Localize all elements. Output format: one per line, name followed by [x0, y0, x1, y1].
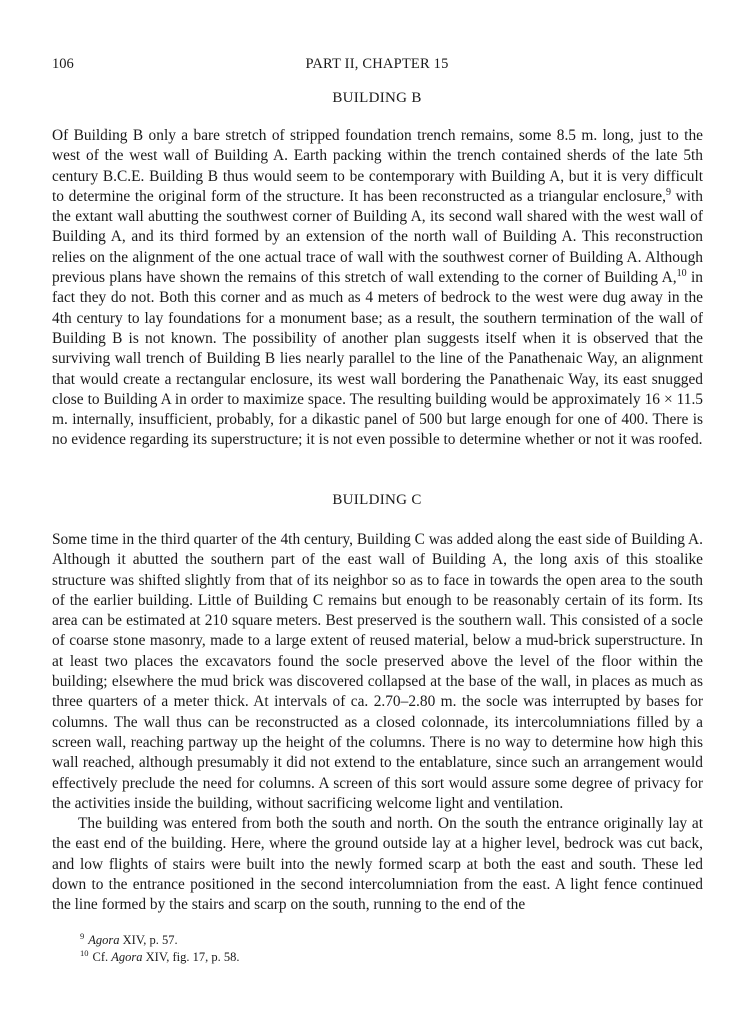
- page-number: 106: [52, 56, 74, 72]
- footnote-9: [80, 932, 240, 949]
- section-heading-building-b: BUILDING B: [332, 90, 422, 106]
- building-c-paragraph-2: The building was entered from both the south and north. On the south the entrance originally lay at the east end of the building. Here, where the ground outside lay at a higher level, bedrock was cut back, and low flights of stairs were built into the newly formed scarp at both the east and south. These led down to the entrance positioned in the second intercolumniation from the east. A light fence continued the line formed by the stairs and scarp on the south, running to the end of the: [52, 815, 703, 914]
- footnote-10: [80, 949, 240, 966]
- running-head: PART II, CHAPTER 15: [305, 56, 449, 72]
- footnote-ref-10: 10: [676, 268, 687, 280]
- footnote-ref-9: 9: [665, 186, 671, 198]
- paragraph-text: in fact they do not. Both this corner and as much as 4 meters of bedrock to the west were dug away in the 4th century to lay foundations for a monument base; as a result, the southern termination of the wall of Building B is not known. The possibility of another plan suggests itself when it is observed that the surviving wall trench of Building B lies nearly parallel to the line of the Panathenaic Way, an alignment that would create a rectangular enclosure, its west wall bordering the Panathenaic Way, its east snugged close to Building A in order to maximize space. The resulting building would be approximately 16 × 11.5 m. internally, insufficient, probably, for a dikastic panel of 500 but large enough for one of 400. There is no evidence regarding its superstructure; it is not even possible to determine whether or not it was roofed.: [52, 269, 703, 449]
- building-c-paragraph-1: Some time in the third quarter of the 4th century, Building C was added along the east side of Building A. Although it abutted the southern part of the east wall of Building A, the long axis of this stoalike structure was shifted slightly from that of its neighbor so as to face in towards the open area to the south of the earlier building. Little of Building C remains but enough to be reasonably certain of its form. Its area can be estimated at 210 square meters. Best preserved is the southern wall. This consisted of a socle of coarse stone masonry, made to a large extent of reused material, below a mud-brick superstructure. In at least two places the excavators found the socle preserved above the level of the floor within the building; elsewhere the mud brick was discovered collapsed at the base of the wall, in places as much as three quarters of a meter thick. At intervals of ca. 2.70–2.80 m. the socle was interrupted by bases for columns. The wall thus can be reconstructed as a closed colonnade, its intercolumniations filled by a screen wall, reaching partway up the height of the columns. There is no way to determine how high this wall reached, although presumably it did not extend to the entablature, since such an arrangement would effectively preclude the need for columns. A screen of this sort would assure some degree of privacy for the activities inside the building, without sacrificing welcome light and ventilation.: [52, 531, 703, 812]
- section-heading-building-c: BUILDING C: [332, 492, 422, 508]
- footnote-text: XIV, fig. 17, p. 58.: [142, 949, 240, 964]
- footnote-number: 10: [80, 947, 89, 958]
- page-header: [52, 56, 702, 78]
- building-b-paragraph: [52, 126, 703, 451]
- footnote-title: Agora: [88, 933, 120, 947]
- paragraph-text: with the extant wall abutting the southwest corner of Building A, its second wall shared with the west wall of Building A, and its third formed by an extension of the north wall of Building A. This reconstruction relies on the alignment of the one actual trace of wall with the southwest corner of Building A. Although previous plans have shown the remains of this stretch of wall extending to the corner of Building A,: [52, 187, 703, 287]
- footnote-number: 9: [80, 931, 85, 941]
- footnote-text: XIV, p. 57.: [119, 933, 178, 947]
- footnotes: [80, 932, 240, 965]
- paragraph-text: Of Building B only a bare stretch of stripped foundation trench remains, some 8.5 m. long, just to the west of the west wall of Building A. Earth packing within the trench contained sherds of the late 5th century B.C.E. Building B thus would seem to be contemporary with Building A, but it is very difficult to determine the original form of the structure. It has been reconstructed as a triangular enclosure,: [52, 127, 703, 205]
- footnote-title: Agora: [111, 949, 143, 964]
- footnote-prefix: Cf.: [92, 949, 112, 964]
